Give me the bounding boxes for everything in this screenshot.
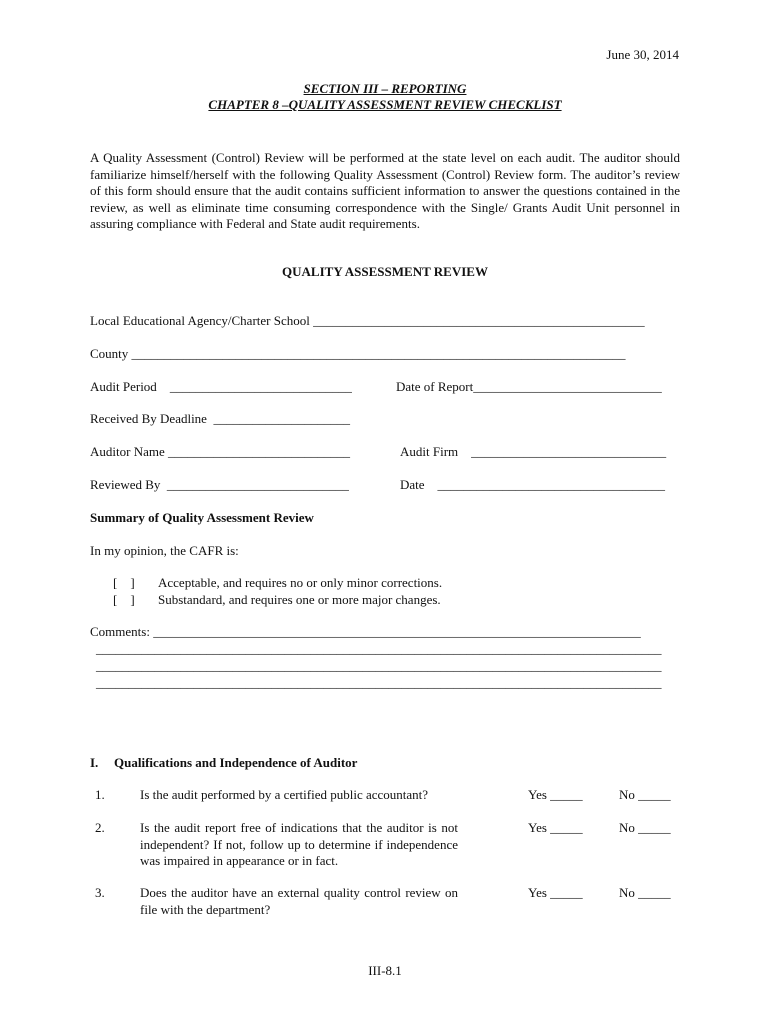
received-label: Received By Deadline [90,411,207,426]
section-heading: SECTION III – REPORTING [303,81,467,96]
no-answer-field[interactable]: No _____ [619,820,671,835]
auditor-name-label: Auditor Name [90,444,165,459]
comments-line[interactable]: _______________________________________________________________________________________ [96,658,662,673]
comments-label: Comments: [90,624,150,639]
substandard-option-label: Substandard, and requires one or more major changes. [158,592,441,607]
reviewed-by-label: Reviewed By [90,477,161,492]
form-title: QUALITY ASSESSMENT REVIEW [282,264,488,279]
date-of-report-field[interactable]: Date of Report_____________________________ [396,379,662,394]
lea-field[interactable]: Local Educational Agency/Charter School ___________________________________________________ [90,313,645,328]
date-field[interactable]: Date ___________________________________ [400,477,666,492]
question-text: Does the auditor have an external quality control review on file with the department? [140,885,458,917]
audit-firm-field[interactable]: Audit Firm ______________________________ [400,444,667,459]
question-number: 1. [95,787,105,802]
opinion-text: In my opinion, the CAFR is: [90,543,239,558]
received-by-deadline-field[interactable]: Received By Deadline _____________________ [90,411,350,426]
audit-period-label: Audit Period [90,379,157,394]
auditor-name-field[interactable]: Auditor Name ____________________________ [90,444,350,459]
intro-paragraph: A Quality Assessment (Control) Review will be performed at the state level on each audit. The auditor should familiarize himself/herself with the following Quality Assessment (Control) Review form. The auditor’s review of this form should ensure that the audit contains sufficient information to answer the questions contained in the review, as well as eliminate time consuming correspondence with the Single/ Grants Audit Unit personnel in assuring compliance with Federal and State audit requirements. [90,150,680,231]
no-answer-field[interactable]: No _____ [619,787,671,802]
lea-label: Local Educational Agency/Charter School [90,313,310,328]
county-field[interactable]: County ____________________________________________________________________________ [90,346,626,361]
comments-field[interactable]: Comments: ___________________________________________________________________________ [90,624,641,639]
reviewed-by-field[interactable]: Reviewed By ____________________________ [90,477,349,492]
comments-line[interactable]: _______________________________________________________________________________________ [96,675,662,690]
yes-answer-field[interactable]: Yes _____ [528,787,583,802]
chapter-heading: CHAPTER 8 –QUALITY ASSESSMENT REVIEW CHECKLIST [208,97,562,112]
question-text: Is the audit performed by a certified public accountant? [140,787,429,802]
question-number: 3. [95,885,105,900]
document-date: June 30, 2014 [606,47,679,62]
section-title: Qualifications and Independence of Auditor [114,755,358,770]
acceptable-checkbox[interactable]: [ ] [113,575,135,590]
yes-answer-field[interactable]: Yes _____ [528,820,583,835]
yes-answer-field[interactable]: Yes _____ [528,885,583,900]
date-label: Date [400,477,425,492]
county-label: County [90,346,129,361]
no-answer-field[interactable]: No _____ [619,885,671,900]
audit-firm-label: Audit Firm [400,444,459,459]
date-of-report-label: Date of Report [396,379,474,394]
question-number: 2. [95,820,105,835]
section-number: I. [90,755,99,770]
comments-line[interactable]: _______________________________________________________________________________________ [96,641,662,656]
acceptable-option-label: Acceptable, and requires no or only minor corrections. [158,575,443,590]
summary-heading: Summary of Quality Assessment Review [90,510,314,525]
question-text: Is the audit report free of indications that the auditor is not independent? If not, follow up to determine if independence was impaired in appearance or in fact. [140,820,458,868]
audit-period-field[interactable]: Audit Period ____________________________ [90,379,352,394]
substandard-checkbox[interactable]: [ ] [113,592,135,607]
page-number: III-8.1 [368,963,402,978]
